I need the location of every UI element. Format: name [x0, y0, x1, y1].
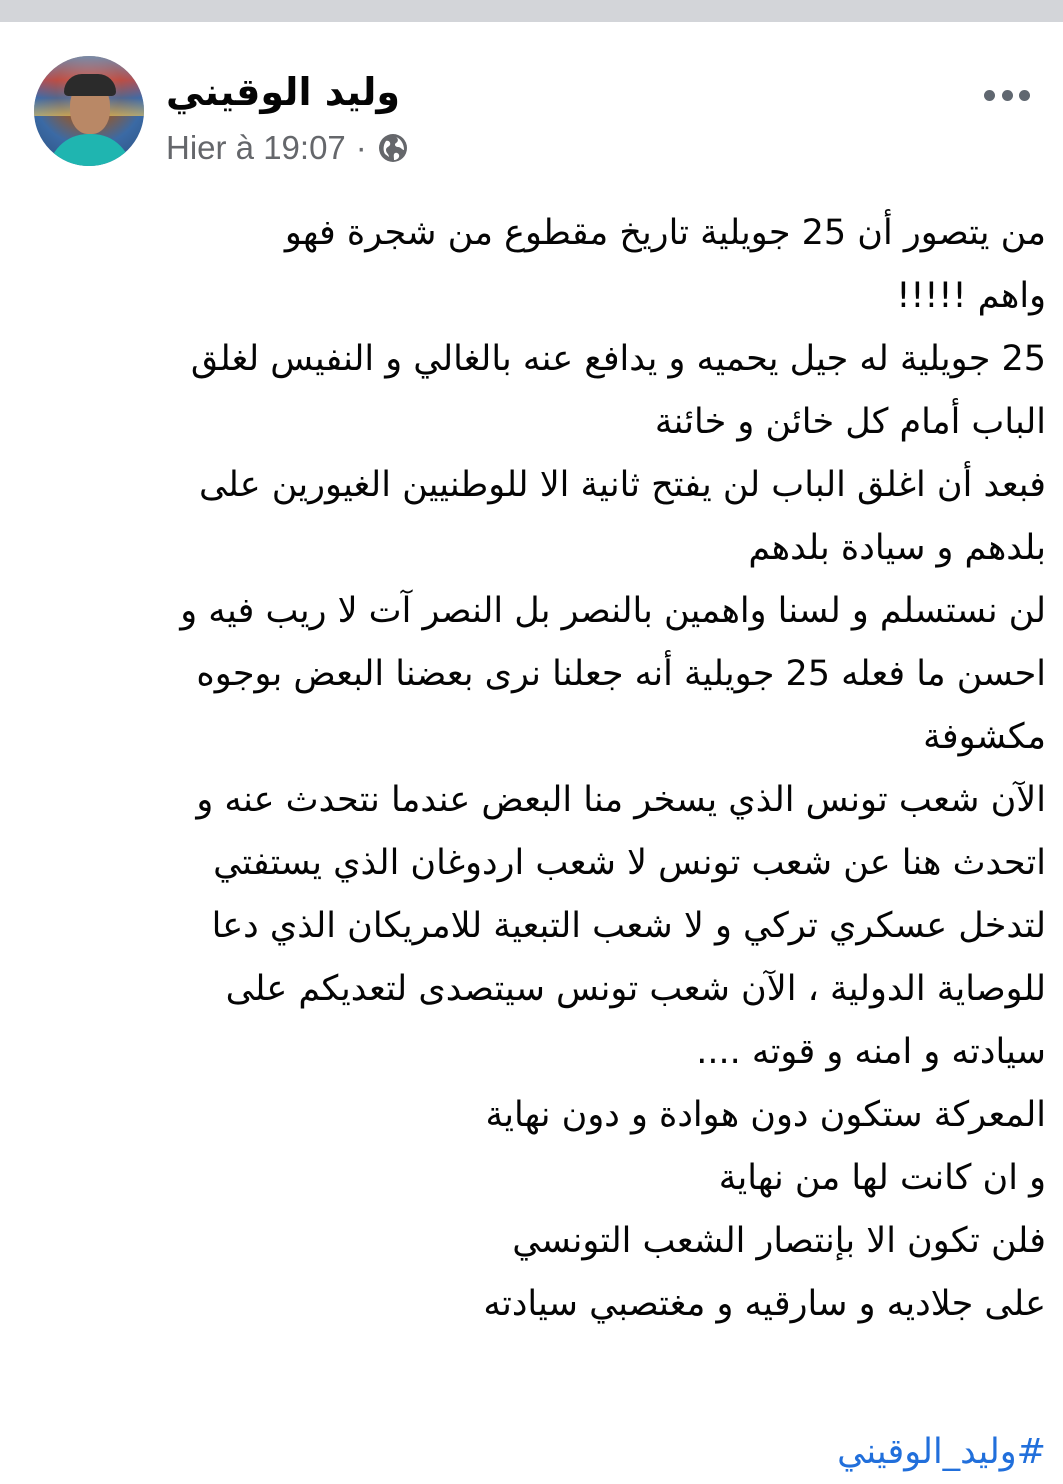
post-line: للوصاية الدولية ، الآن شعب تونس سيتصدى لتعديكم على [225, 969, 1046, 1009]
post-line: سيادته و امنه و قوته .... [696, 1032, 1046, 1072]
post-timestamp[interactable]: Hier à 19:07 [166, 129, 346, 166]
hashtag-link[interactable]: #وليد_الوقيني [837, 1432, 1046, 1472]
facebook-post [0, 22, 1063, 1484]
post-line: مكشوفة [923, 717, 1046, 757]
post-line: من يتصور أن 25 جويلية تاريخ مقطوع من شجرة فهو [284, 213, 1046, 253]
post-line: فلن تكون الا بإنتصار الشعب التونسي [512, 1221, 1046, 1261]
post-line: المعركة ستكون دون هوادة و دون نهاية [485, 1095, 1046, 1135]
author-name[interactable]: وليد الوقيني [166, 70, 401, 114]
post-meta [166, 126, 409, 170]
globe-icon[interactable] [377, 132, 409, 164]
post-line: لتدخل عسكري تركي و لا شعب التبعية للامريكان الذي دعا [211, 906, 1046, 946]
post-line: الآن شعب تونس الذي يسخر منا البعض عندما نتحدث عنه و [196, 780, 1046, 820]
more-options-icon[interactable] [984, 84, 1030, 106]
post-line: بلدهم و سيادة بلدهم [748, 528, 1046, 568]
post-line: لن نستسلم و لسنا واهمين بالنصر بل النصر آت لا ريب فيه و [180, 591, 1046, 631]
more-dot [984, 90, 995, 101]
post-line: 25 جويلية له جيل يحميه و يدافع عنه بالغالي و النفيس لغلق [190, 339, 1046, 379]
post-line: فبعد أن اغلق الباب لن يفتح ثانية الا للوطنيين الغيورين على [198, 465, 1046, 505]
avatar-cap [64, 74, 116, 96]
top-divider-bar [0, 0, 1063, 22]
more-dot [1002, 90, 1013, 101]
more-dot [1019, 90, 1030, 101]
post-body [46, 202, 1046, 1336]
post-line: واهم !!!!! [896, 276, 1046, 316]
post-line: الباب أمام كل خائن و خائنة [654, 402, 1046, 442]
post-line: اتحدث هنا عن شعب تونس لا شعب اردوغان الذي يستفتي [213, 843, 1046, 883]
post-line: احسن ما فعله 25 جويلية أنه جعلنا نرى بعضنا البعض بوجوه [196, 654, 1046, 694]
avatar-shirt [48, 134, 132, 166]
meta-separator: · [355, 129, 367, 166]
post-line: و ان كانت لها من نهاية [718, 1158, 1046, 1198]
avatar[interactable] [34, 56, 144, 166]
post-line: على جلاديه و سارقيه و مغتصبي سيادته [483, 1284, 1046, 1324]
